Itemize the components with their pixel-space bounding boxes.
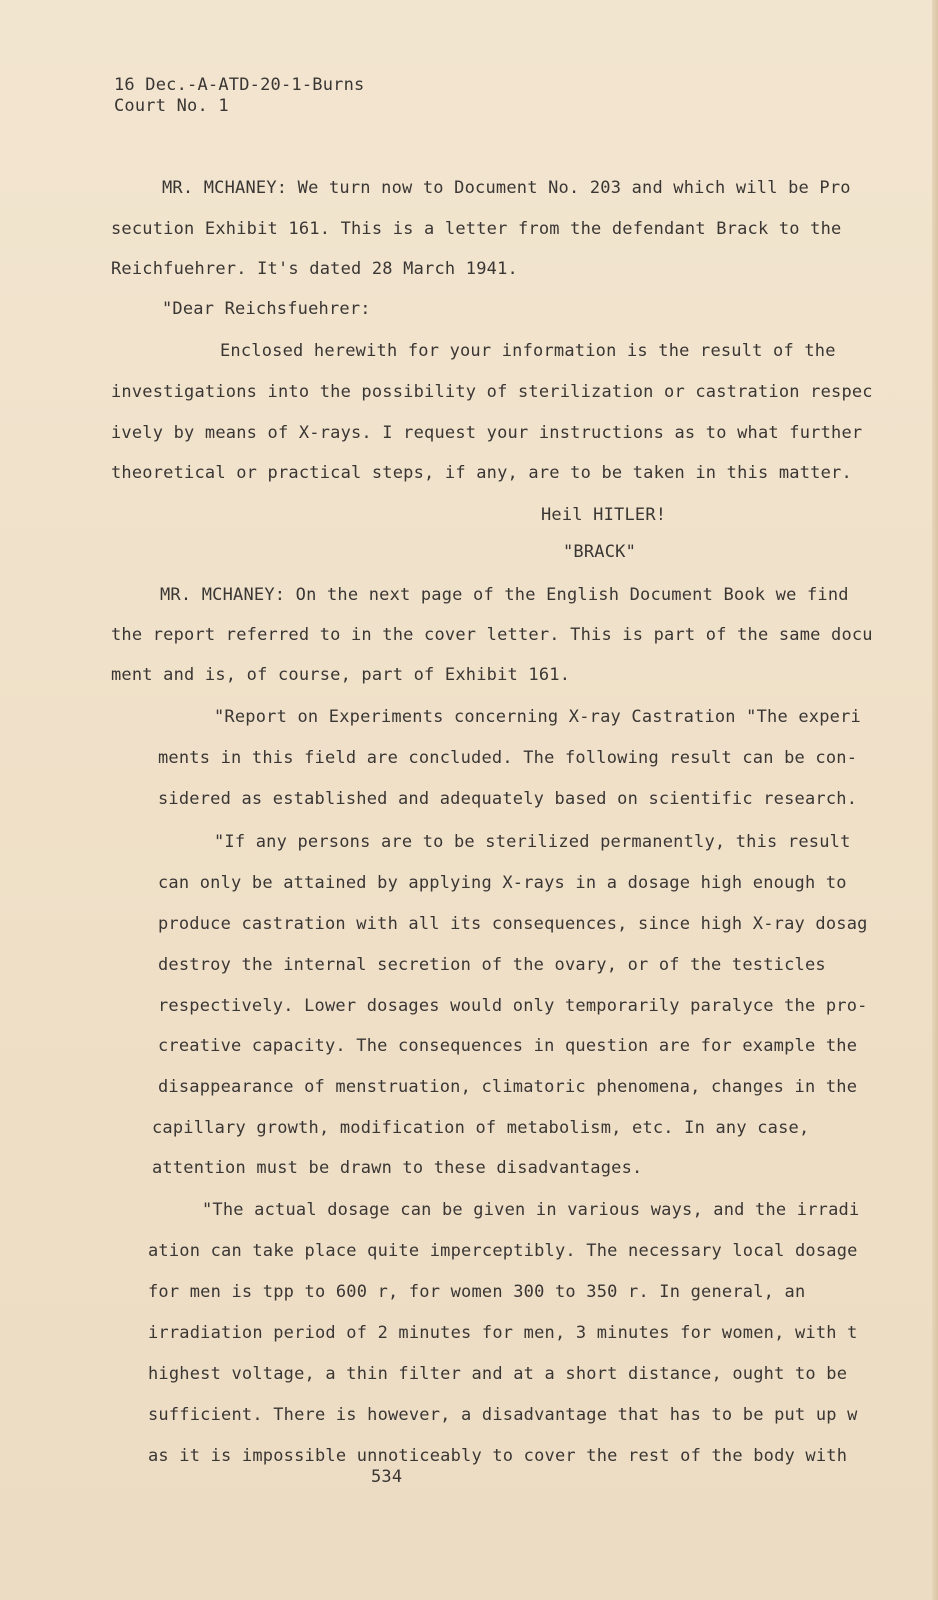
- body-line: attention must be drawn to these disadvantages.: [152, 1158, 643, 1178]
- signature-name: "BRACK": [563, 542, 637, 562]
- header-line-1: 16 Dec.-A-ATD-20-1-Burns: [114, 75, 365, 95]
- body-line: as it is impossible unnoticeably to cover the rest of the body with: [148, 1446, 848, 1466]
- body-line: highest voltage, a thin filter and at a short distance, ought to be: [148, 1364, 848, 1384]
- body-line: Enclosed herewith for your information is the result of the: [220, 341, 836, 361]
- body-line: capillary growth, modification of metabolism, etc. In any case,: [152, 1118, 810, 1138]
- body-line: "The actual dosage can be given in various ways, and the irradi: [202, 1200, 860, 1220]
- signature-closing: Heil HITLER!: [541, 505, 667, 525]
- body-line: the report referred to in the cover letter. This is part of the same docu: [111, 625, 873, 645]
- body-line: "If any persons are to be sterilized permanently, this result: [214, 832, 851, 852]
- body-line: investigations into the possibility of sterilization or castration respec: [111, 382, 873, 402]
- body-line: ation can take place quite imperceptibly. The necessary local dosage: [148, 1241, 858, 1261]
- body-line: respectively. Lower dosages would only temporarily paralyce the pro-: [158, 996, 868, 1016]
- body-line: destroy the internal secretion of the ovary, or of the testicles: [158, 955, 826, 975]
- body-line: produce castration with all its consequences, since high X-ray dosag: [158, 914, 868, 934]
- body-line: for men is tpp to 600 r, for women 300 to 350 r. In general, an: [148, 1282, 806, 1302]
- header-line-2: Court No. 1: [114, 96, 229, 116]
- body-line: Reichfuehrer. It's dated 28 March 1941.: [111, 259, 518, 279]
- body-line: sidered as established and adequately based on scientific research.: [158, 789, 858, 809]
- body-line: can only be attained by applying X-rays in a dosage high enough to: [158, 873, 847, 893]
- page-number: 534: [371, 1467, 403, 1487]
- body-line: creative capacity. The consequences in question are for example the: [158, 1036, 858, 1056]
- body-line: ment and is, of course, part of Exhibit 161.: [111, 665, 571, 685]
- body-line: secution Exhibit 161. This is a letter from the defendant Brack to the: [111, 219, 842, 239]
- page-edge: [932, 0, 938, 1600]
- body-line: "Dear Reichsfuehrer:: [162, 299, 371, 319]
- body-line: theoretical or practical steps, if any, are to be taken in this matter.: [111, 463, 852, 483]
- body-line: sufficient. There is however, a disadvantage that has to be put up w: [148, 1405, 858, 1425]
- body-line: "Report on Experiments concerning X-ray Castration "The experi: [214, 707, 861, 727]
- body-line: ively by means of X-rays. I request your instructions as to what further: [111, 423, 863, 443]
- body-line: ments in this field are concluded. The following result can be con-: [158, 748, 858, 768]
- body-line: MR. MCHANEY: We turn now to Document No. 203 and which will be Pro: [162, 178, 851, 198]
- body-line: MR. MCHANEY: On the next page of the English Document Book we find: [160, 585, 849, 605]
- body-line: disappearance of menstruation, climatoric phenomena, changes in the: [158, 1077, 858, 1097]
- body-line: irradiation period of 2 minutes for men, 3 minutes for women, with t: [148, 1323, 858, 1343]
